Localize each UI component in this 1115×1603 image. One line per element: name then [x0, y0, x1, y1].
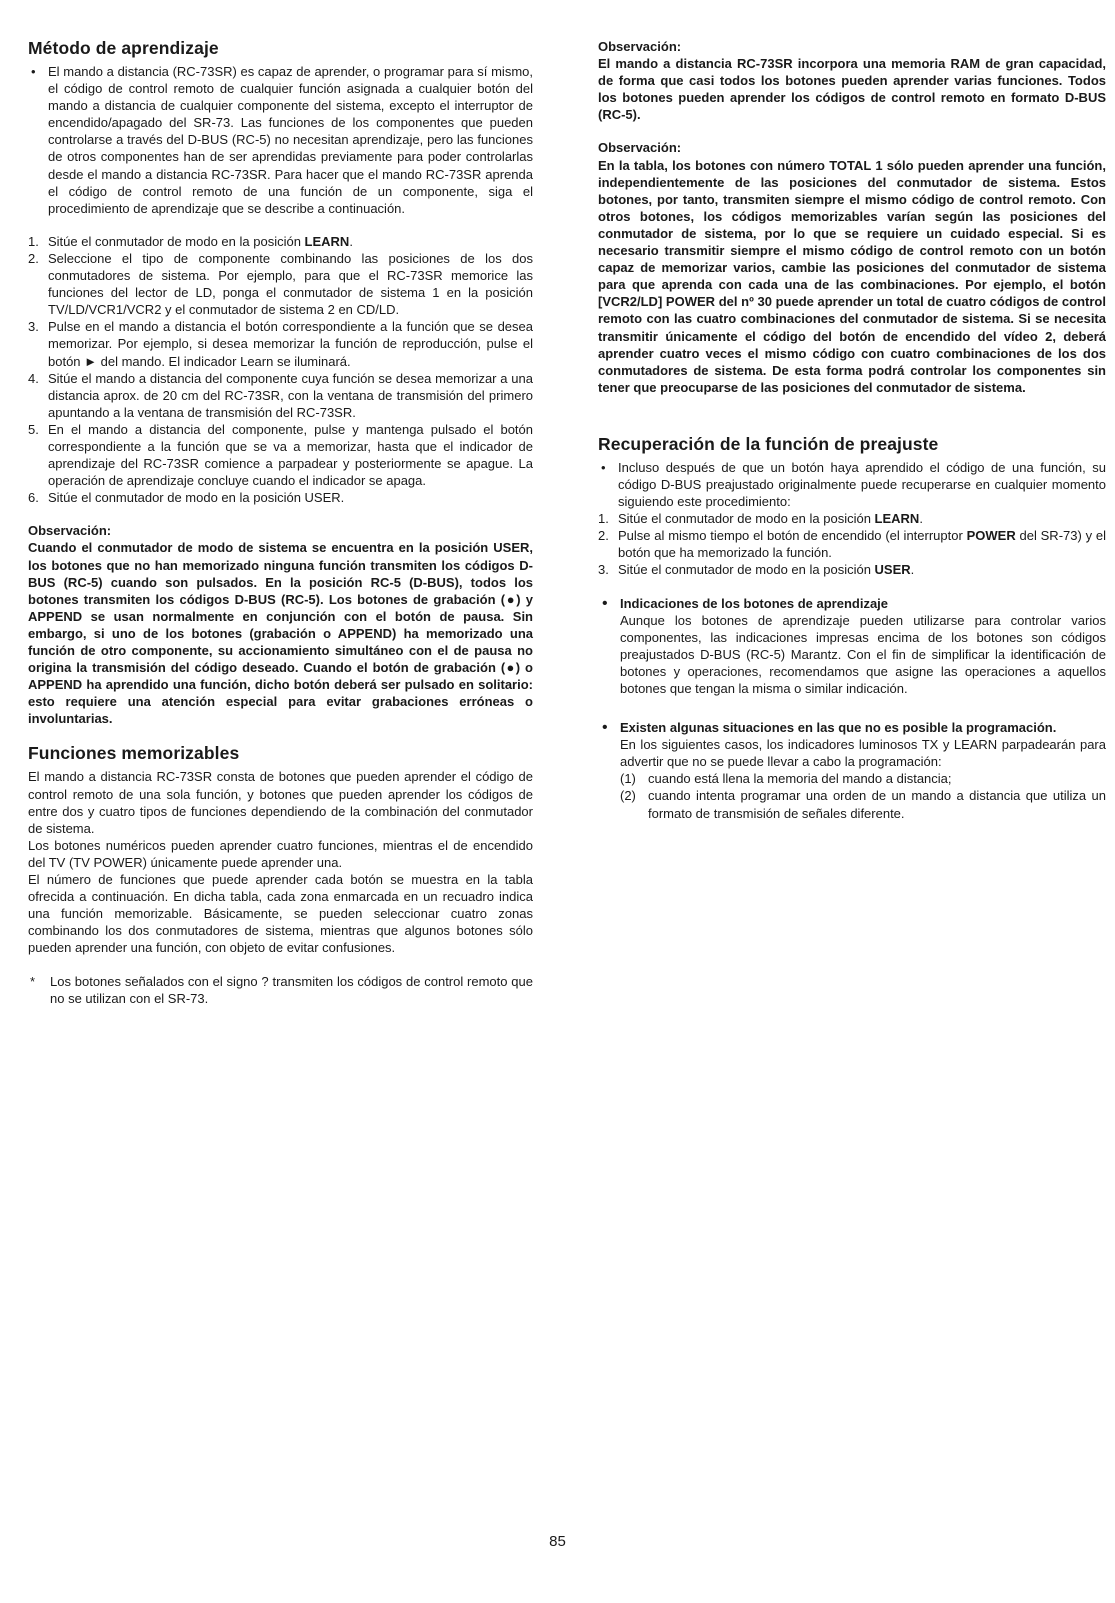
recuperacion-step: 2. Pulse al mismo tiempo el botón de encendido (el interruptor POWER del SR-73) y el botón que ha memorizado la función.: [598, 528, 1107, 561]
indicaciones-section: • Indicaciones de los botones de aprendizaje Aunque los botones de aprendizaje pueden utilizarse para controlar varios componentes, las indicaciones impresas encima de los botones son códigos preajustados D-BUS (RC-5) Marantz. Con el fin de simplificar la identificación de botones y operaciones, recomendamos que asigne las operaciones a aquellos botones que tengan la misma o similar indicación.: [602, 594, 1106, 696]
observacion-tabla-text: En la tabla, los botones con número TOTAL 1 sólo pueden aprender una función, independientemente de las posiciones del conmutador de sistema. Estos botones, por tanto, transmiten siempre el mismo código de control remoto. Con otros botones, los códigos memorizables varían según las posiciones del conmutador de sistema, por lo que se requiere un cuidado especial. Si es necesario transmitir siempre el mismo código de control remoto con un botón capaz de memorizar varios, cambie las posiciones del conmutador de sistema para que aprenda con cada una de las combinaciones. Por ejemplo, el botón [VCR2/LD] POWER del nº 30 puede aprender un total de cuatro códigos de control remoto con las cuatro combinaciones del conmutador de sistema. Si se necesita transmitir únicamente el código del botón de encendido del vídeo 2, deberá aprender cuatro veces el mismo código con cuatro combinaciones de los dos conmutadores de sistema. De esta forma podrá controlar los componentes sin tener que preocuparse de las posiciones del conmutador de sistema.: [598, 157, 1106, 395]
situacion-item: (1) cuando está llena la memoria del mando a distancia;: [620, 771, 952, 787]
learn-steps: [28, 233, 533, 507]
observacion-title: Observación:: [598, 39, 682, 54]
heading-metodo: Método de aprendizaje: [28, 38, 219, 58]
page-number: 85: [549, 1533, 566, 1550]
situaciones-section: • Existen algunas situaciones en las que no es posible la programación. En los siguientes casos, los indicadores luminosos TX y LEARN parpadearán para advertir que no se puede llevar a cabo la programación: (1) cuando está llena la memoria del mando a distancia; (2) cuando intenta programar una orden de un mando a distancia que utiliza un formato de transmisión de señales diferente.: [602, 719, 1106, 821]
learn-step: 2. Seleccione el tipo de componente combinando las posiciones de los dos conmutadores de sistema. Por ejemplo, para que el RC-73SR memorice las funciones del lector de LD, ponga el conmutador de sistema 1 en la posición TV/LD/VCR1/VCR2 y el conmutador de sistema 2 en CD/LD.: [28, 250, 533, 318]
learn-step: 5. En el mando a distancia del componente, pulse y mantenga pulsado el botón correspondiente a la función que se va a memorizar, hasta que el indicador de aprendizaje del RC-73SR comience a parpadear y posteriormente se apague. La operación de aprendizaje concluye cuando el indicador se apaga.: [28, 421, 533, 489]
learn-step: 6. Sitúe el conmutador de modo en la posición USER.: [28, 490, 345, 506]
observacion-title: Observación:: [598, 140, 682, 156]
indicaciones-title: Indicaciones de los botones de aprendizaje: [620, 595, 889, 611]
funciones-p2: Los botones numéricos pueden aprender cuatro funciones, mientras el de encendido del TV (TV POWER) únicamente puede aprender una.: [28, 837, 533, 870]
right-column: [598, 38, 1106, 822]
metodo-intro: • El mando a distancia (RC-73SR) es capaz de aprender, o programar para sí mismo, el código de control remoto de cualquier función asignada a cualquier botón del mando a distancia de cualquier componente del sistema, excepto el interruptor de encendido/apagado del SR-73. Las funciones de los componentes que pueden controlarse a través del D-BUS (RC-5) no necesitan aprendizaje, pero las funciones de otros componentes han de ser aprendidas previamente para poder controlarlas desde el mando a distancia RC-73SR. Para hacer que el mando RC-73SR aprenda el código de control remoto de una función de un componente, siga el procedimiento de aprendizaje que se describe a continuación.: [28, 63, 533, 217]
situaciones-text: En los siguientes casos, los indicadores luminosos TX y LEARN parpadearán para advertir que no se puede llevar a cabo la programación:: [620, 737, 1106, 770]
learn-step: 4. Sitúe el mando a distancia del componente cuya función se desea memorizar a una distancia aprox. de 20 cm del RC-73SR, con la ventana de transmisión del primero apuntando a la ventana de transmisión del RC-73SR.: [28, 370, 533, 420]
learn-step: 3. Pulse en el mando a distancia el botón correspondiente a la función que se desea memorizar. Por ejemplo, si desea memorizar la función de reproducción, pulse el botón ► del mando. El indicador Learn se iluminará.: [28, 319, 533, 369]
recuperacion-intro: • Incluso después de que un botón haya aprendido el código de una función, su código D-BUS preajustado originalmente puede recuperarse en cualquier momento siguiendo este procedimiento:: [598, 459, 1106, 510]
left-column: [28, 38, 533, 1007]
heading-funciones: Funciones memorizables: [28, 743, 240, 764]
recuperacion-step: 3. Sitúe el conmutador de modo en la posición USER.: [598, 562, 915, 578]
observacion-ram-text: El mando a distancia RC-73SR incorpora una memoria RAM de gran capacidad, de forma que casi todos los botones pueden aprender varias funciones. Todos los botones pueden aprender los códigos de control remoto en formato D-BUS (RC-5).: [598, 56, 1106, 123]
situacion-item: (2) cuando intenta programar una orden de un mando a distancia que utiliza un formato de transmisión de señales diferente.: [620, 788, 1106, 821]
funciones-p3: El número de funciones que puede aprender cada botón se muestra en la tabla ofrecida a continuación. En dicha tabla, cada zona enmarcada en un recuadro indica una función memorizable. Básicamente, se pueden seleccionar cuatro zonas combinando los dos conmutadores de sistema, mientras que algunos botones sólo pueden aprender una función, con objeto de evitar confusiones.: [28, 872, 533, 956]
heading-recuperacion: Recuperación de la función de preajuste: [598, 433, 939, 454]
recuperacion-step: 1. Sitúe el conmutador de modo en la posición LEARN.: [598, 511, 923, 527]
indicaciones-text: Aunque los botones de aprendizaje pueden utilizarse para controlar varios componentes, las indicaciones impresas encima de los botones son códigos preajustados D-BUS (RC-5) Marantz. Con el fin de simplificar la identificación de botones y operaciones, recomendamos que asigne las operaciones a aquellos botones que tengan la misma o similar indicación.: [620, 612, 1106, 696]
situaciones-title: Existen algunas situaciones en las que no es posible la programación.: [620, 720, 1057, 736]
footnote: * Los botones señalados con el signo ? transmiten los códigos de control remoto que no se utilizan con el SR-73.: [30, 973, 533, 1006]
funciones-p1: El mando a distancia RC-73SR consta de botones que pueden aprender el código de control remoto de una sola función, y botones que pueden aprender los códigos de entre dos y cuatro tipos de funciones dependiendo de la combinación del conmutador de sistema.: [28, 769, 533, 836]
learn-step: 1. Sitúe el conmutador de modo en la posición LEARN.: [28, 233, 353, 249]
recuperacion-steps: [598, 510, 1106, 578]
observacion-text: Cuando el conmutador de modo de sistema se encuentra en la posición USER, los botones que no han memorizado ninguna función transmiten los códigos D-BUS (RC-5) cuando son pulsados. En la posición RC-5 (D-BUS), todos los botones transmiten los códigos D-BUS (RC-5). Los botones de grabación (●) y APPEND se usan normalmente en conjunción con el botón de pausa. Sin embargo, si uno de los botones (grabación o APPEND) ha memorizado una función de otro componente, su accionamiento simultáneo con el de pausa no origina la transmisión del código deseado. Cuando el botón de grabación (●) o APPEND ha aprendido una función, dicho botón deberá ser pulsado en solitario: esto requiere una atención especial para evitar grabaciones erróneas o involuntarias.: [28, 540, 533, 727]
observacion-title: Observación:: [28, 523, 112, 539]
